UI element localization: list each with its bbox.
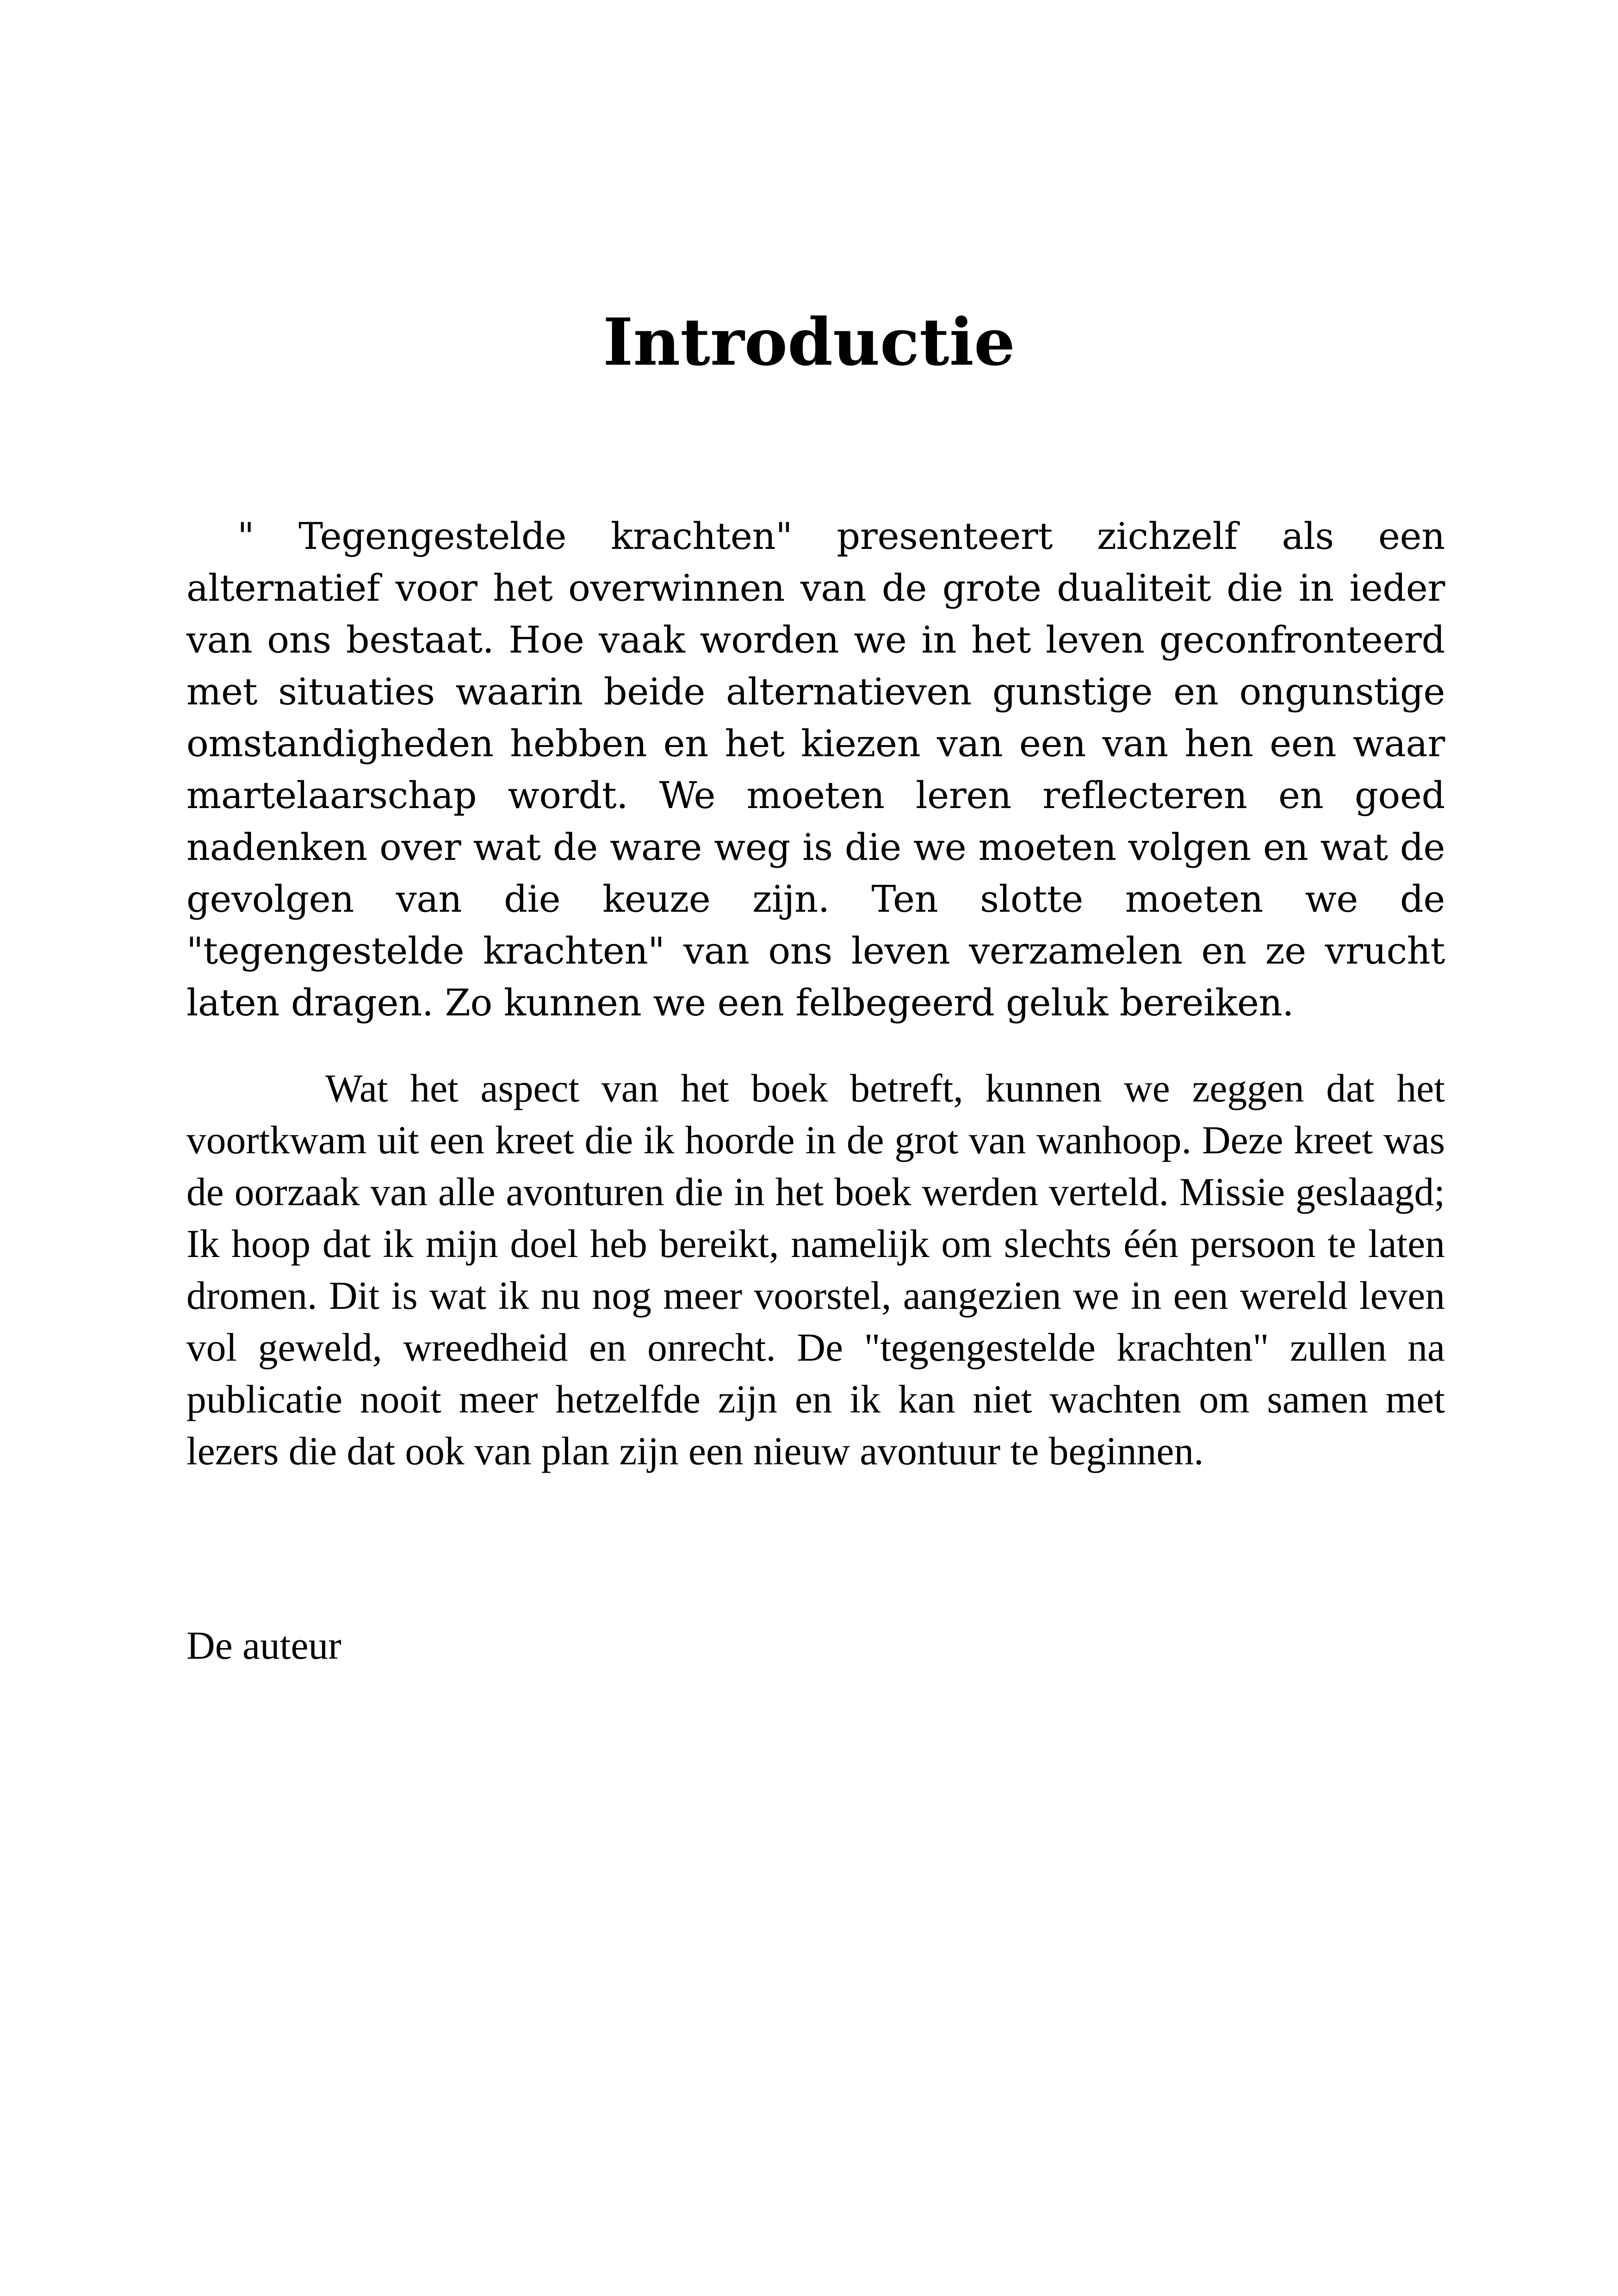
- paragraph-1: " Tegengestelde krachten" presenteert zichzelf als een alternatief voor het overwinnen van de grote dualiteit die in ieder van ons bestaat. Hoe vaak worden we in het leven geconfronteerd met situaties waarin beide alternatieven gunstige en ongunstige omstandigheden hebben en het kiezen van een van hen een waar martelaarschap wordt. We moeten leren reflecteren en goed nadenken over wat de ware weg is die we moeten volgen en wat de gevolgen van die keuze zijn. Ten slotte moeten we de "tegengestelde krachten" van ons leven verzamelen en ze vrucht laten dragen. Zo kunnen we een felbegeerd geluk bereiken.: [186, 515, 1445, 1024]
- author-signature: De auteur: [186, 1624, 341, 1668]
- paragraph-2: Wat het aspect van het boek betreft, kunnen we zeggen dat het voortkwam uit een kreet die ik hoorde in de grot van wanhoop. Deze kreet was de oorzaak van alle avonturen die in het boek werden verteld. Missie geslaagd; Ik hoop dat ik mijn doel heb bereikt, namelijk om slechts één persoon te laten dromen. Dit is wat ik nu nog meer voorstel, aangezien we in een wereld leven vol geweld, wreedheid en onrecht. De "tegengestelde krachten" zullen na publicatie nooit meer hetzelfde zijn en ik kan niet wachten om samen met lezers die dat ook van plan zijn een nieuw avontuur te beginnen.: [186, 1067, 1445, 1473]
- page-title: Introductie: [603, 305, 1015, 380]
